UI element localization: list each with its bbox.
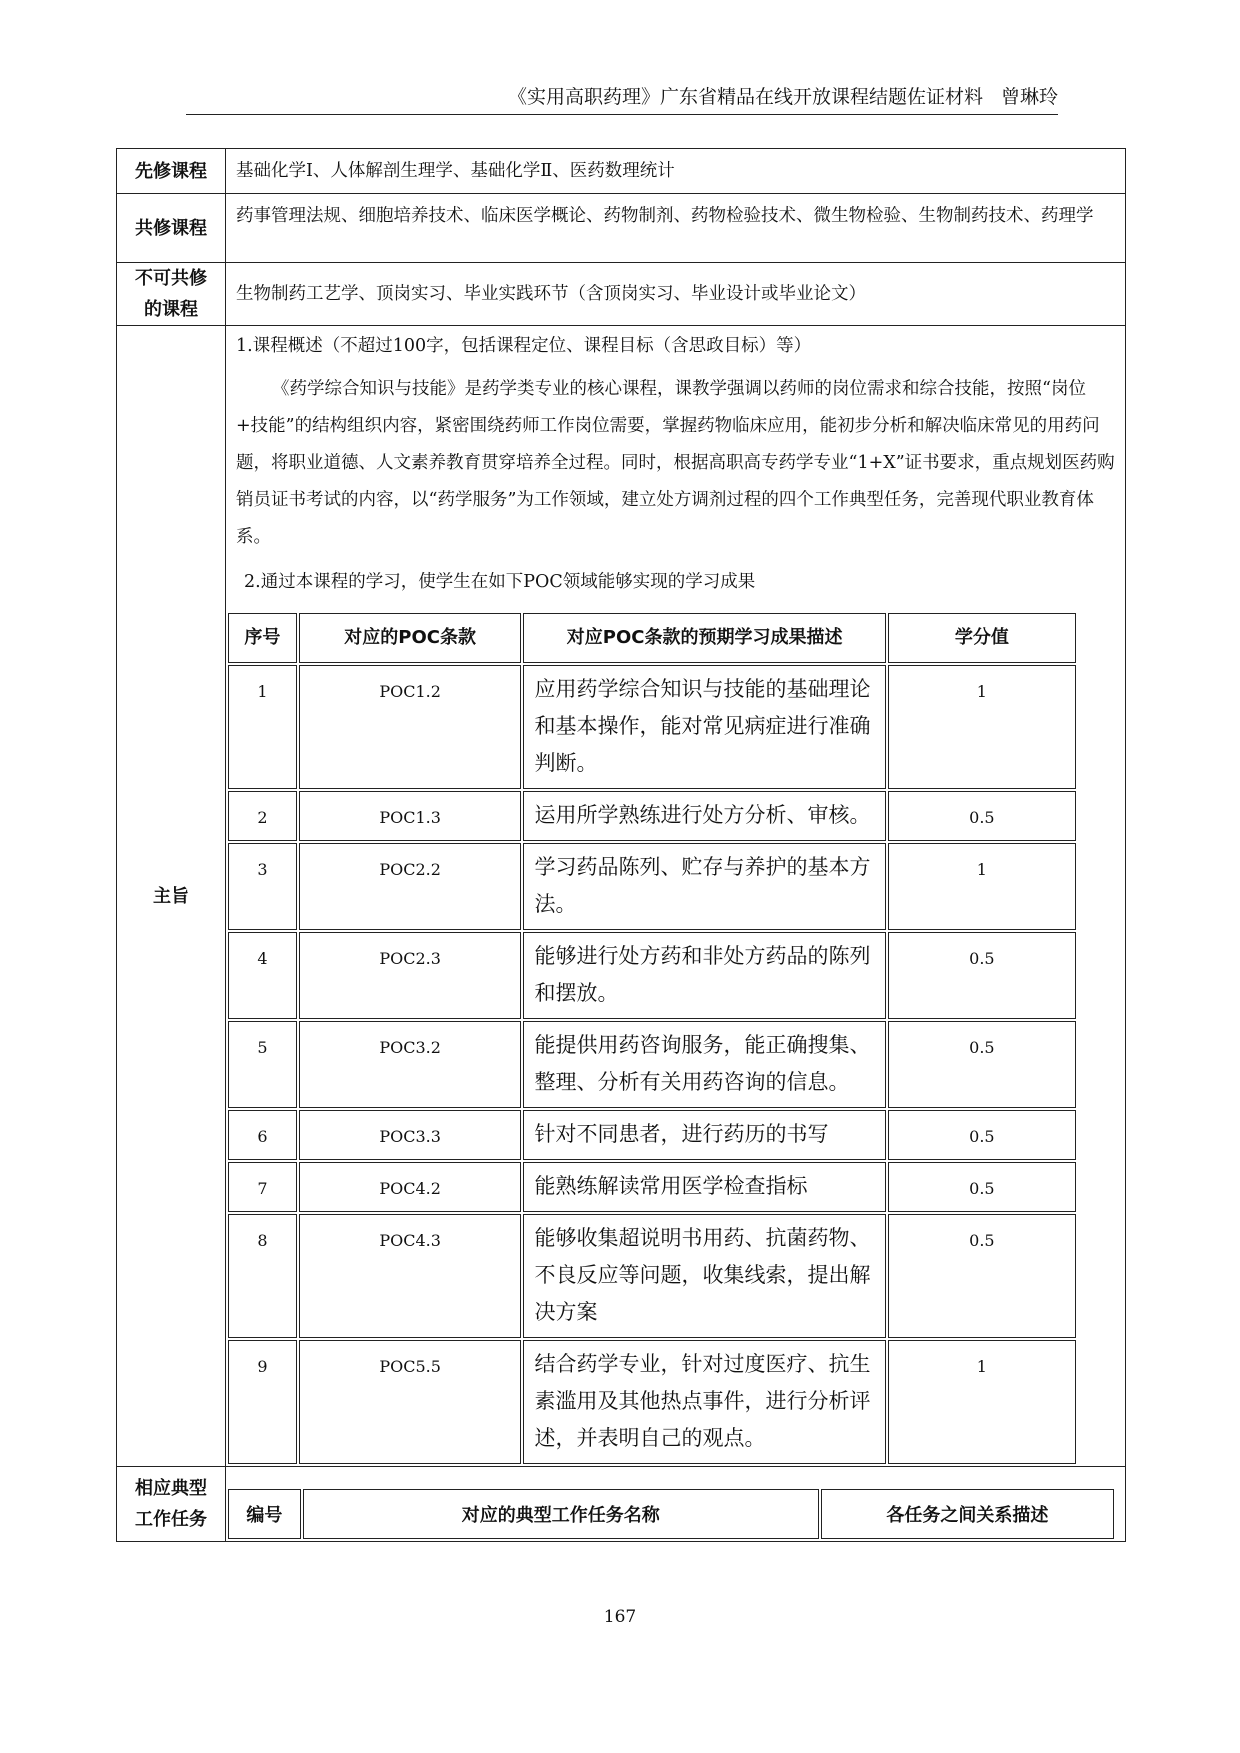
poc-clause: POC2.2 bbox=[299, 843, 522, 930]
poc-no: 8 bbox=[228, 1214, 297, 1338]
poc-description: 能熟练解读常用医学检查指标 bbox=[523, 1162, 885, 1212]
table-row bbox=[228, 1021, 1076, 1108]
task-table bbox=[226, 1487, 1116, 1541]
typical-tasks-label-line2: 工作任务 bbox=[135, 1509, 207, 1530]
purpose-label: 主旨 bbox=[117, 326, 226, 1467]
prerequisite-label: 先修课程 bbox=[117, 149, 226, 194]
task-header-no: 编号 bbox=[228, 1489, 301, 1539]
task-header-relation: 各任务之间关系描述 bbox=[821, 1489, 1114, 1539]
non-corequisite-content: 生物制药工艺学、顶岗实习、毕业实践环节（含顶岗实习、毕业设计或毕业论文） bbox=[226, 263, 1126, 326]
poc-description: 结合药学专业，针对过度医疗、抗生素滥用及其他热点事件，进行分析评述，并表明自己的观点。 bbox=[523, 1340, 885, 1464]
poc-credit: 0.5 bbox=[888, 1162, 1076, 1212]
header-title: 《实用高职药理》广东省精品在线开放课程结题佐证材料 bbox=[507, 86, 983, 108]
course-info-table bbox=[116, 148, 1126, 1542]
overview-title: 1.课程概述（不超过100字，包括课程定位、课程目标（含思政目标）等） bbox=[236, 336, 812, 356]
row-prerequisite bbox=[117, 149, 1126, 194]
poc-description: 运用所学熟练进行处方分析、审核。 bbox=[523, 791, 885, 841]
poc-clause: POC1.2 bbox=[299, 665, 522, 789]
purpose-content bbox=[226, 326, 1126, 1467]
poc-header-credit: 学分值 bbox=[888, 613, 1076, 663]
row-corequisite bbox=[117, 194, 1126, 263]
table-row bbox=[228, 1110, 1076, 1160]
typical-tasks-label bbox=[117, 1467, 226, 1542]
row-purpose bbox=[117, 326, 1126, 1467]
poc-clause: POC2.3 bbox=[299, 932, 522, 1019]
poc-description: 能够进行处方药和非处方药品的陈列和摆放。 bbox=[523, 932, 885, 1019]
poc-credit: 1 bbox=[888, 1340, 1076, 1464]
table-row bbox=[228, 1340, 1076, 1464]
poc-no: 6 bbox=[228, 1110, 297, 1160]
outcomes-title: 2.通过本课程的学习，使学生在如下POC领域能够实现的学习成果 bbox=[244, 572, 756, 592]
poc-credit: 0.5 bbox=[888, 1021, 1076, 1108]
non-corequisite-label-line2: 的课程 bbox=[144, 299, 198, 320]
poc-credit: 0.5 bbox=[888, 1214, 1076, 1338]
table-row bbox=[228, 665, 1076, 789]
non-corequisite-label-line1: 不可共修 bbox=[135, 268, 207, 289]
row-non-corequisite bbox=[117, 263, 1126, 326]
prerequisite-content: 基础化学Ⅰ、人体解剖生理学、基础化学Ⅱ、医药数理统计 bbox=[226, 149, 1126, 194]
poc-clause: POC3.3 bbox=[299, 1110, 522, 1160]
corequisite-label: 共修课程 bbox=[117, 194, 226, 263]
poc-description: 学习药品陈列、贮存与养护的基本方法。 bbox=[523, 843, 885, 930]
poc-no: 7 bbox=[228, 1162, 297, 1212]
overview-text: 《药学综合知识与技能》是药学类专业的核心课程，课教学强调以药师的岗位需求和综合技能，按照“岗位+技能”的结构组织内容，紧密围绕药师工作岗位需要，掌握药物临床应用，能初步分析和解决临床常见的用药问题，将职业道德、人文素养教育贯穿培养全过程。同时，根据高职高专药学专业“1+X”证书要求，重点规划医药购销员证书考试的内容，以“药学服务”为工作领域，建立处方调剂过程的四个工作典型任务，完善现代职业教育体系。 bbox=[236, 379, 1115, 547]
page-header bbox=[186, 86, 1058, 115]
poc-description: 能够收集超说明书用药、抗菌药物、不良反应等问题，收集线索，提出解决方案 bbox=[523, 1214, 885, 1338]
table-row bbox=[228, 1214, 1076, 1338]
table-row bbox=[228, 1162, 1076, 1212]
table-row bbox=[228, 932, 1076, 1019]
table-row bbox=[228, 843, 1076, 930]
typical-tasks-label-line1: 相应典型 bbox=[135, 1478, 207, 1499]
corequisite-content: 药事管理法规、细胞培养技术、临床医学概论、药物制剂、药物检验技术、微生物检验、生物制药技术、药理学 bbox=[226, 194, 1126, 263]
poc-clause: POC5.5 bbox=[299, 1340, 522, 1464]
poc-no: 4 bbox=[228, 932, 297, 1019]
poc-description: 应用药学综合知识与技能的基础理论和基本操作，能对常见病症进行准确判断。 bbox=[523, 665, 885, 789]
poc-clause: POC3.2 bbox=[299, 1021, 522, 1108]
poc-header-clause: 对应的POC条款 bbox=[299, 613, 522, 663]
poc-no: 1 bbox=[228, 665, 297, 789]
header-author: 曾琳玲 bbox=[1000, 86, 1058, 108]
poc-clause: POC4.3 bbox=[299, 1214, 522, 1338]
non-corequisite-label bbox=[117, 263, 226, 326]
poc-no: 3 bbox=[228, 843, 297, 930]
poc-table bbox=[226, 611, 1078, 1466]
typical-tasks-content bbox=[226, 1467, 1126, 1542]
poc-clause: POC4.2 bbox=[299, 1162, 522, 1212]
poc-header-description: 对应POC条款的预期学习成果描述 bbox=[523, 613, 885, 663]
poc-credit: 0.5 bbox=[888, 791, 1076, 841]
poc-clause: POC1.3 bbox=[299, 791, 522, 841]
poc-no: 9 bbox=[228, 1340, 297, 1464]
poc-no: 2 bbox=[228, 791, 297, 841]
poc-credit: 1 bbox=[888, 665, 1076, 789]
poc-credit: 1 bbox=[888, 843, 1076, 930]
poc-description: 针对不同患者，进行药历的书写 bbox=[523, 1110, 885, 1160]
row-typical-tasks bbox=[117, 1467, 1126, 1542]
poc-header-no: 序号 bbox=[228, 613, 297, 663]
poc-header-row bbox=[228, 613, 1076, 663]
task-header-row bbox=[228, 1489, 1114, 1539]
page-number: 167 bbox=[603, 1607, 637, 1627]
table-row bbox=[228, 791, 1076, 841]
poc-no: 5 bbox=[228, 1021, 297, 1108]
task-header-name: 对应的典型工作任务名称 bbox=[303, 1489, 819, 1539]
poc-description: 能提供用药咨询服务，能正确搜集、整理、分析有关用药咨询的信息。 bbox=[523, 1021, 885, 1108]
poc-credit: 0.5 bbox=[888, 932, 1076, 1019]
poc-credit: 0.5 bbox=[888, 1110, 1076, 1160]
